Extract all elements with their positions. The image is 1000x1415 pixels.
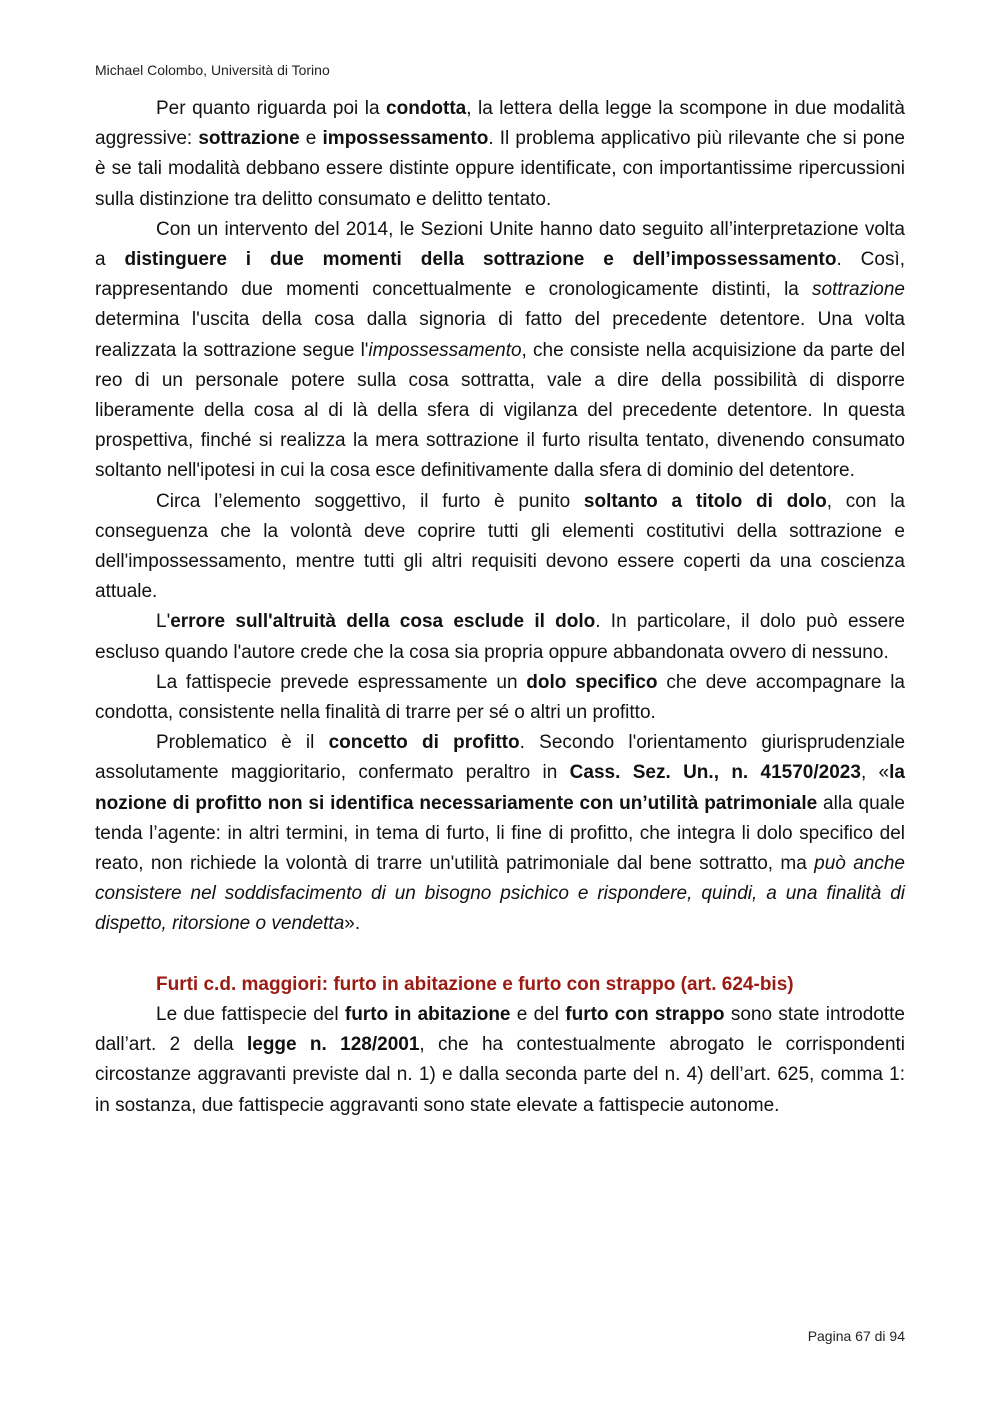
text-run: , che ha contestualmente abrogato le corrispondenti circostanze aggravanti previste dal n. 1) e dalla seconda parte del n. 4) dell’art. 625, comma 1: in sostanza, due fattispecie aggravanti sono state elevate a fattispecie autonome. (95, 1034, 906, 1116)
bold-term: furto con strappo (565, 1003, 725, 1025)
bold-term: furto in abitazione (344, 1003, 511, 1025)
text-run: sono state introdotte dall’art. 2 della (95, 1003, 906, 1056)
italic-term: sottrazione (812, 279, 905, 301)
text-run: L' (156, 611, 171, 633)
paragraph-errore-altruita (95, 607, 905, 667)
bold-quote: la nozione di profitto non si identifica necessariamente con un’utilità patrimoniale (95, 762, 905, 814)
paragraph-dolo-specifico (95, 668, 905, 728)
text-run: Le due fattispecie del (156, 1003, 345, 1025)
text-run: ». (344, 913, 361, 935)
bold-term: condotta (386, 98, 467, 119)
text-run: Per quanto riguarda poi la (156, 98, 387, 119)
bold-term: soltanto a titolo di dolo (583, 490, 827, 512)
section-heading: Furti c.d. maggiori: furto in abitazione e furto con strappo (art. 624-bis) (156, 973, 794, 995)
text-run: . Così, rappresentando due momenti concettualmente e cronologicamente distinti, la (95, 249, 905, 301)
section-spacer (95, 940, 905, 970)
text-run: , con la conseguenza che la volontà deve coprire tutti gli elementi costitutivi della sottrazione e dell'impossessamento, mentre tutti gli altri requisiti devono essere coperti da una coscienza attuale. (95, 490, 905, 603)
italic-quote: può anche consistere nel soddisfacimento di un bisogno psichico e rispondere, quindi, a una finalità di dispetto, ritorsione o vendetta (95, 853, 905, 935)
text-run: e del (510, 1003, 566, 1025)
bold-term: concetto di profitto (328, 732, 520, 754)
text-run: alla quale tenda l’agente: in altri termini, in tema di furto, li fine di profitto, che integra li dolo specifico del reato, non richiede la volontà di trarre un'utilità patrimoniale dal bene sottratto, ma (95, 792, 905, 875)
text-run: che deve accompagnare la condotta, consistente nella finalità di trarre per sé o altri un profitto. (95, 671, 905, 724)
bold-term: sottrazione (198, 128, 300, 150)
text-run: , « (860, 762, 890, 784)
text-run: Con un intervento del 2014, le Sezioni Unite hanno dato seguito all’interpretazione volta a (95, 218, 905, 271)
running-header: Michael Colombo, Università di Torino (95, 62, 330, 78)
text-run: , che consiste nella acquisizione da parte del reo di un personale potere sulla cosa sottratta, vale a dire della possibilità di disporre liberamente della cosa al di là della sfera di vigilanza del precedente detentore. In questa prospettiva, finché si realizza la mera sottrazione il furto risulta tentato, divenendo consumato soltanto nell'ipotesi in cui la cosa esce definitivamente dalla sfera di dominio del detentore. (95, 339, 905, 482)
bold-term: dolo specifico (526, 671, 658, 693)
italic-term: impossessamento (368, 339, 522, 361)
text-run: . Secondo l'orientamento giurisprudenziale assolutamente maggioritario, confermato peraltro in (95, 732, 906, 784)
bold-term: distinguere i due momenti della sottrazione e dell’impossessamento (124, 249, 837, 271)
paragraph-furti-maggiori (95, 1000, 905, 1121)
bold-term: impossessamento (322, 128, 489, 150)
paragraph-sezioni-unite-2014 (95, 215, 905, 487)
text-run: Circa l’elemento soggettivo, il furto è punito (156, 490, 584, 512)
law-citation: legge n. 128/2001 (246, 1034, 420, 1056)
text-run: determina l'uscita della cosa dalla signoria di fatto del precedente detentore. Una volta realizzata la sottrazione segue l' (95, 309, 905, 361)
paragraph-condotta (95, 94, 905, 215)
text-run: . Il problema applicativo più rilevante che si pone è se tali modalità debbano essere distinte oppure identificate, con importantissime ripercussioni sulla distinzione tra delitto consumato e delitto tentato. (95, 128, 906, 210)
paragraph-concetto-profitto (95, 728, 905, 939)
case-citation: Cass. Sez. Un., n. 41570/2023 (569, 762, 861, 784)
text-run: La fattispecie prevede espressamente un (156, 671, 527, 693)
text-run: Problematico è il (156, 732, 329, 754)
paragraph-elemento-soggettivo (95, 487, 905, 608)
text-run: . In particolare, il dolo può essere escluso quando l'autore crede che la cosa sia propria oppure abbandonata ovvero di nessuno. (95, 611, 905, 663)
bold-term: errore sull'altruità della cosa esclude il dolo (170, 611, 596, 633)
page-body (95, 94, 905, 1121)
text-run: , la lettera della legge la scompone in due modalità aggressive: (95, 98, 905, 150)
text-run: e (299, 128, 323, 150)
page-number: Pagina 67 di 94 (807, 1328, 905, 1344)
